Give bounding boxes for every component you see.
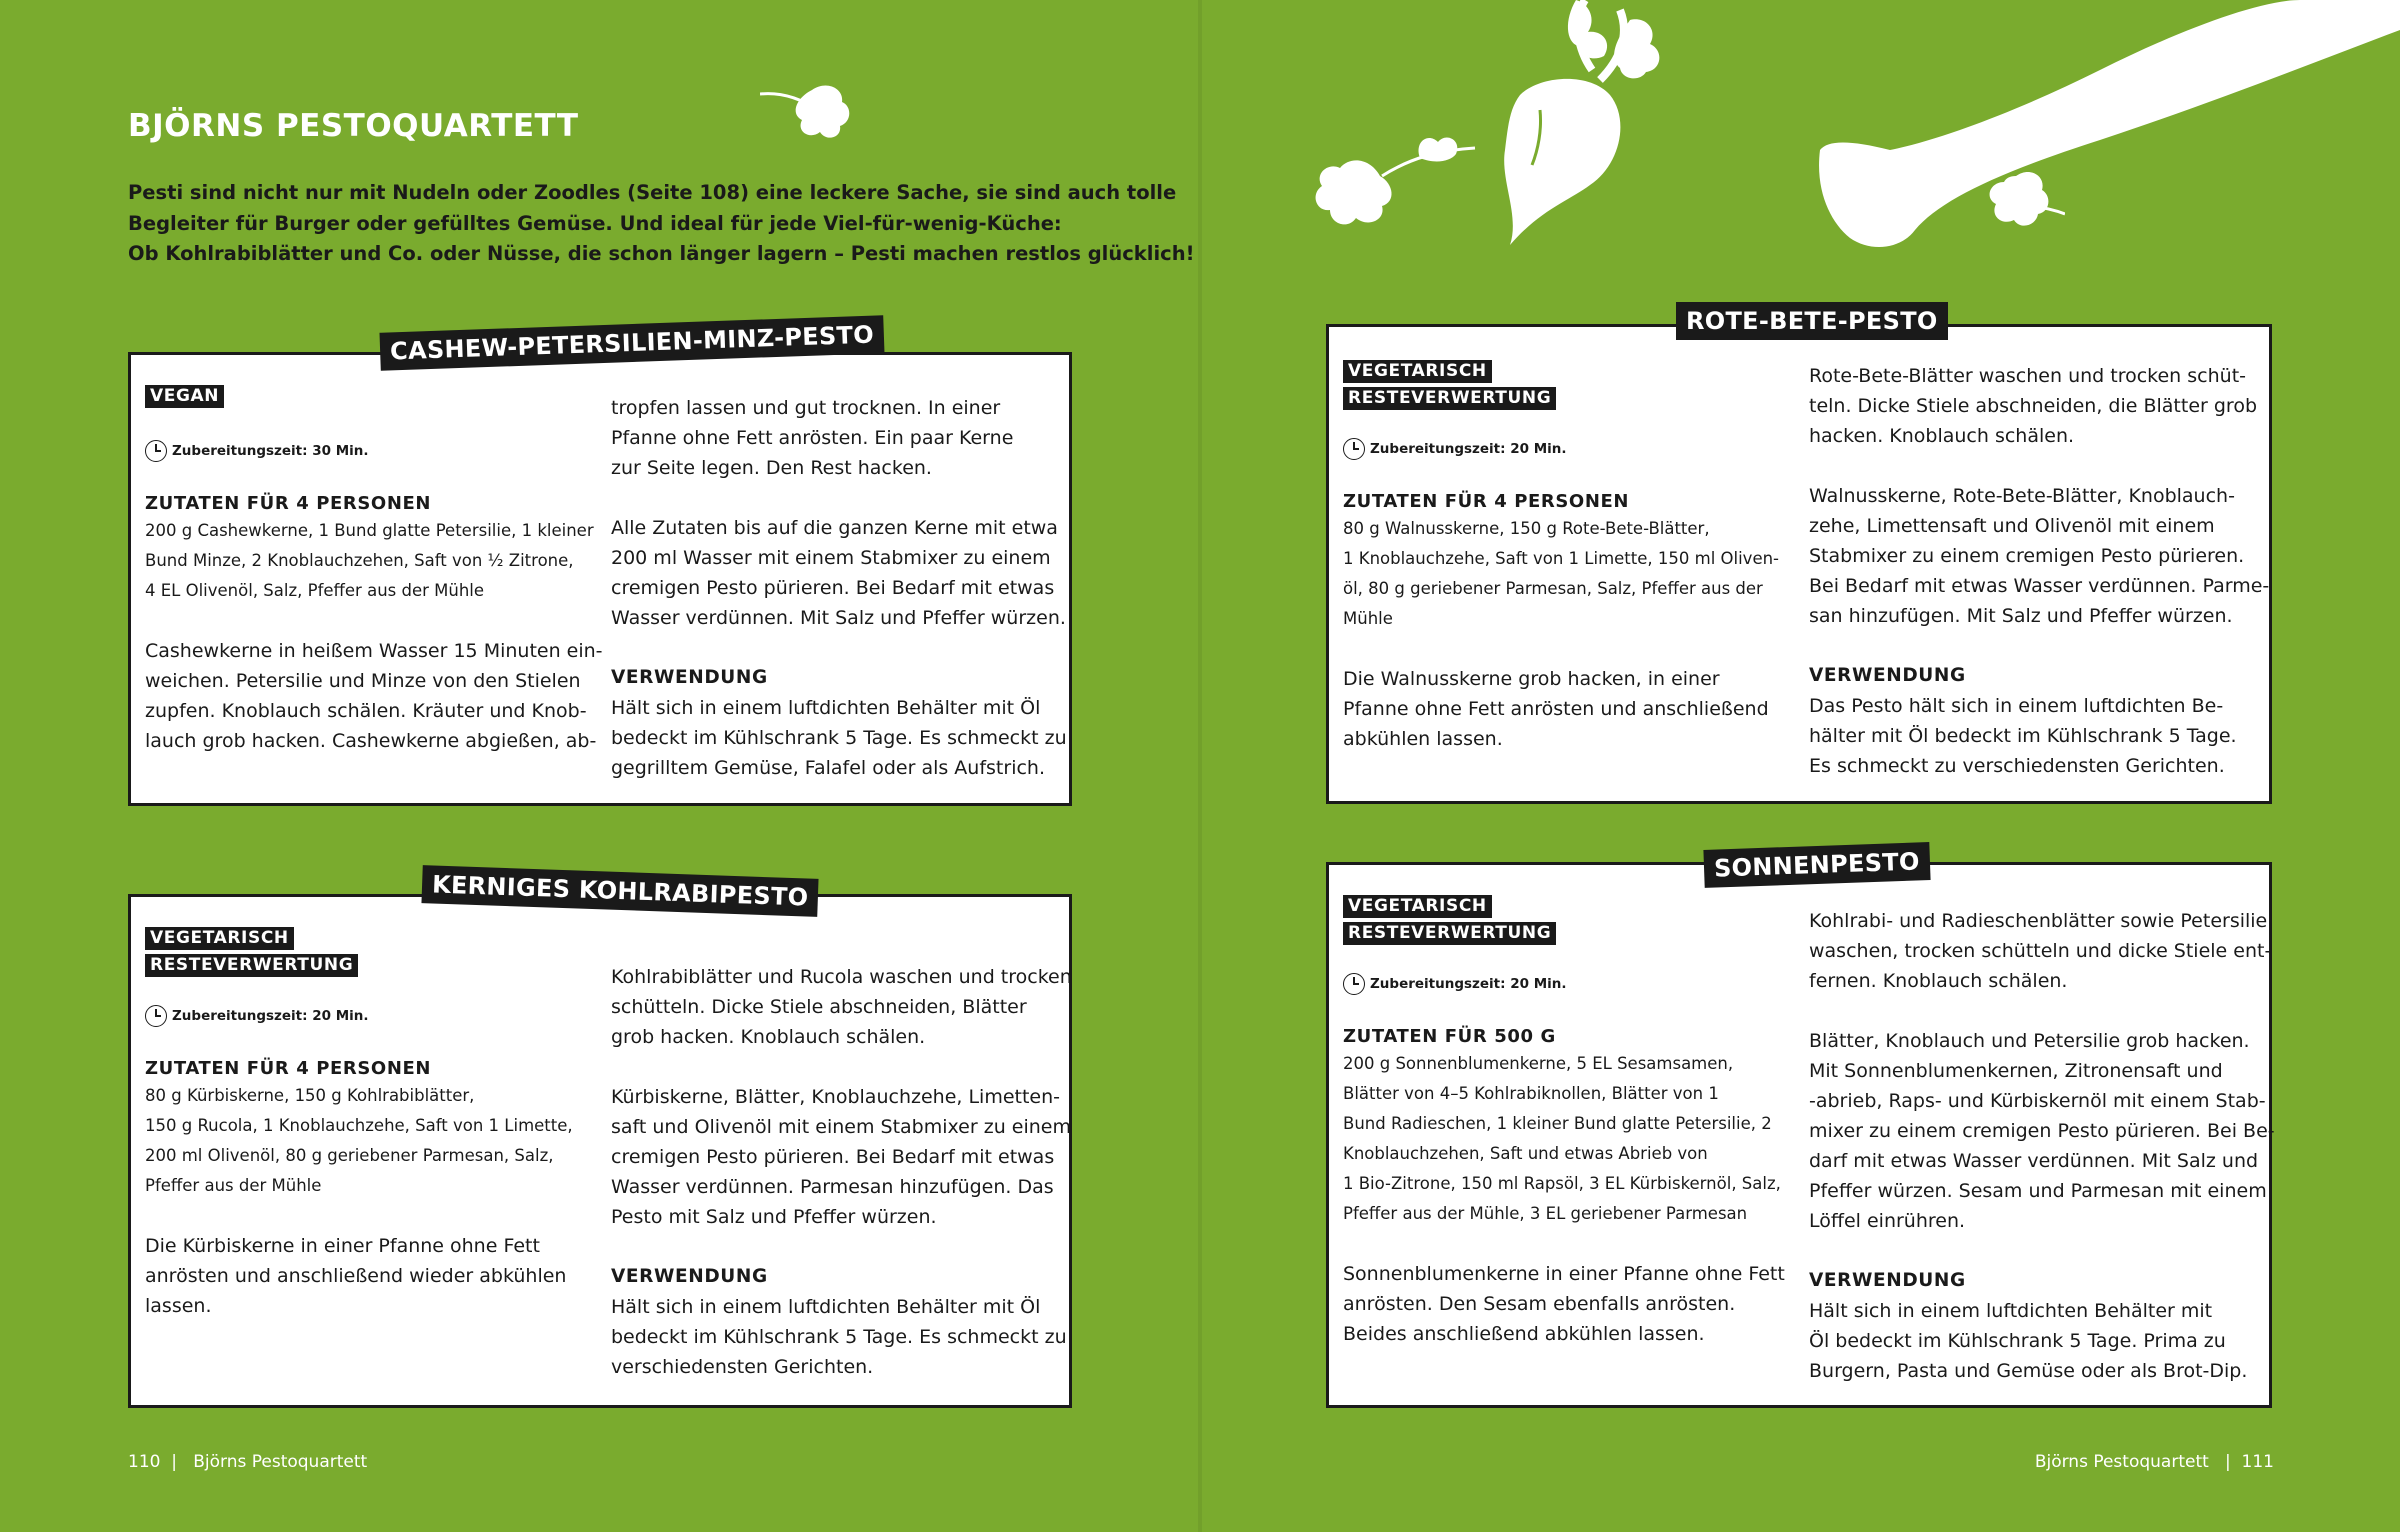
instruction-line: weichen. Petersilie und Minze von den Stielen <box>145 670 581 692</box>
prep-time <box>145 1005 597 1027</box>
instruction-line: saft und Olivenöl mit einem Stabmixer zu einem <box>611 1116 1071 1138</box>
instructions-part-2 <box>1809 481 2270 631</box>
clock-icon <box>1343 973 1365 995</box>
instructions-left <box>1343 1259 1795 1349</box>
ingredients-line: 1 Bio-Zitrone, 150 ml Rapsöl, 3 EL Kürbiskernöl, Salz, <box>1343 1174 1781 1193</box>
instruction-line: teln. Dicke Stiele abschneiden, die Blätter grob <box>1809 395 2258 417</box>
footer-separator: | <box>165 1452 188 1472</box>
recipe-left-column <box>145 897 597 1321</box>
instructions-part-1 <box>611 962 1072 1052</box>
recipe-card-cashew <box>128 352 1072 806</box>
instruction-line: Walnusskerne, Rote-Bete-Blätter, Knoblauch- <box>1809 485 2235 507</box>
instruction-line: cremigen Pesto pürieren. Bei Bedarf mit etwas <box>611 1146 1055 1168</box>
instruction-line: -abrieb, Raps- und Kürbiskernöl mit einem Stab- <box>1809 1090 2266 1112</box>
instructions-left <box>145 1231 597 1321</box>
instruction-line: Pfeffer würzen. Sesam und Parmesan mit einem <box>1809 1180 2267 1202</box>
usage-line: Burgern, Pasta und Gemüse oder als Brot-Dip. <box>1809 1360 2248 1382</box>
clock-icon <box>1343 438 1365 460</box>
instruction-line: Beides anschließend abkühlen lassen. <box>1343 1323 1705 1345</box>
ingredients-line: 200 ml Olivenöl, 80 g geriebener Parmesan, Salz, <box>145 1146 554 1165</box>
footer-right <box>2035 1452 2274 1472</box>
usage-line: verschiedensten Gerichten. <box>611 1356 874 1378</box>
instruction-line: Die Kürbiskerne in einer Pfanne ohne Fett <box>145 1235 540 1257</box>
parsley-sprig-icon <box>1310 128 1480 238</box>
usage-text <box>611 1292 1067 1382</box>
ingredients-line: 200 g Cashewkerne, 1 Bund glatte Petersilie, 1 kleiner <box>145 521 594 540</box>
usage-title: VERWENDUNG <box>1809 665 1966 686</box>
instruction-line: mixer zu einem cremigen Pesto pürieren. Bei Be- <box>1809 1120 2275 1142</box>
recipe-card-rote-bete <box>1326 324 2272 804</box>
ingredients-line: Pfeffer aus der Mühle <box>145 1176 322 1195</box>
instruction-line: hacken. Knoblauch schälen. <box>1809 425 2075 447</box>
ingredients-line: Bund Radieschen, 1 kleiner Bund glatte Petersilie, 2 <box>1343 1114 1772 1133</box>
ingredients-title: ZUTATEN FÜR 4 PERSONEN <box>1343 491 1630 512</box>
tag-leftovers: RESTEVERWERTUNG <box>1343 387 1556 410</box>
instructions-left <box>145 636 603 756</box>
instructions-part-2 <box>1809 1026 2275 1236</box>
instruction-line: Wasser verdünnen. Mit Salz und Pfeffer würzen. <box>611 607 1066 629</box>
instruction-line: schütteln. Dicke Stiele abschneiden, Blätter <box>611 996 1027 1018</box>
usage-text <box>1809 691 2261 781</box>
tag-leftovers: RESTEVERWERTUNG <box>145 954 358 977</box>
running-title: Björns Pestoquartett <box>2034 1452 2209 1472</box>
page-title: BJÖRNS PESTOQUARTETT <box>128 108 579 144</box>
instruction-line: Kürbiskerne, Blätter, Knoblauchzehe, Limetten- <box>611 1086 1061 1108</box>
footer-separator: | <box>2214 1452 2237 1472</box>
ingredients-line: 1 Knoblauchzehe, Saft von 1 Limette, 150 ml Oliven- <box>1343 549 1780 568</box>
usage-line: Das Pesto hält sich in einem luftdichten Be- <box>1809 695 2224 717</box>
recipe-title-kohlrabi: KERNIGES KOHLRABIPESTO <box>421 865 819 917</box>
recipe-card-sonnenpesto <box>1326 862 2275 1408</box>
prep-time-label: Zubereitungszeit: 20 Min. <box>172 1008 369 1024</box>
ingredients-list <box>145 516 597 606</box>
ingredients-line: 80 g Kürbiskerne, 150 g Kohlrabiblätter, <box>145 1086 475 1105</box>
instruction-line: Wasser verdünnen. Parmesan hinzufügen. Das <box>611 1176 1054 1198</box>
instruction-line: zupfen. Knoblauch schälen. Kräuter und Knob- <box>145 700 587 722</box>
usage-line: Hält sich in einem luftdichten Behälter mit Öl <box>611 1296 1041 1318</box>
prep-time <box>145 440 597 462</box>
instruction-line: anrösten und anschließend wieder abkühlen <box>145 1265 567 1287</box>
instructions-part-2 <box>611 513 1066 633</box>
instruction-line: cremigen Pesto pürieren. Bei Bedarf mit etwas <box>611 577 1055 599</box>
ingredients-line: 4 EL Olivenöl, Salz, Pfeffer aus der Mühle <box>145 581 485 600</box>
instruction-line: 200 ml Wasser mit einem Stabmixer zu einem <box>611 547 1051 569</box>
ingredients-line: Mühle <box>1343 609 1393 628</box>
ingredients-line: öl, 80 g geriebener Parmesan, Salz, Pfeffer aus der <box>1343 579 1763 598</box>
tag-leftovers: RESTEVERWERTUNG <box>1343 922 1556 945</box>
beet-icon <box>1480 0 1670 250</box>
usage-line: gegrilltem Gemüse, Falafel oder als Aufstrich. <box>611 757 1046 779</box>
instruction-line: grob hacken. Knoblauch schälen. <box>611 1026 926 1048</box>
page-number: 111 <box>2241 1452 2274 1472</box>
instruction-line: lassen. <box>145 1295 212 1317</box>
recipe-title-sonnenpesto: SONNENPESTO <box>1703 842 1930 888</box>
prep-time <box>1343 438 1795 460</box>
recipe-tags <box>145 927 597 981</box>
intro-line: Begleiter für Burger oder gefülltes Gemüse. Und ideal für jede Viel-für-wenig-Küche: <box>128 211 1062 235</box>
recipe-title-rote-bete: ROTE-BETE-PESTO <box>1676 302 1948 340</box>
clock-icon <box>145 440 167 462</box>
ingredients-line: 150 g Rucola, 1 Knoblauchzehe, Saft von 1 Limette, <box>145 1116 573 1135</box>
instruction-line: Cashewkerne in heißem Wasser 15 Minuten ein- <box>145 640 603 662</box>
usage-line: Hält sich in einem luftdichten Behälter mit Öl <box>611 697 1041 719</box>
recipe-left-column <box>1343 865 1795 1349</box>
instruction-line: Sonnenblumenkerne in einer Pfanne ohne Fett <box>1343 1263 1785 1285</box>
usage-line: hälter mit Öl bedeckt im Kühlschrank 5 Tage. <box>1809 725 2237 747</box>
instruction-line: waschen, trocken schütteln und dicke Stiele ent- <box>1809 940 2272 962</box>
intro-line: Pesti sind nicht nur mit Nudeln oder Zoodles (Seite 108) eine leckere Sache, sie sind auch tolle <box>128 181 1177 204</box>
instruction-line: Löffel einrühren. <box>1809 1210 1966 1232</box>
recipe-tags <box>1343 360 1795 414</box>
ingredients-title: ZUTATEN FÜR 4 PERSONEN <box>145 493 432 514</box>
ingredients-title: ZUTATEN FÜR 4 PERSONEN <box>145 1058 432 1079</box>
page-number: 110 <box>128 1452 161 1472</box>
instruction-line: Blätter, Knoblauch und Petersilie grob hacken. <box>1809 1030 2250 1052</box>
instruction-line: Kohlrabiblätter und Rucola waschen und trocken <box>611 966 1072 988</box>
usage-line: Hält sich in einem luftdichten Behälter mit <box>1809 1300 2213 1322</box>
instruction-line: zehe, Limettensaft und Olivenöl mit einem <box>1809 515 2215 537</box>
instruction-line: Bei Bedarf mit etwas Wasser verdünnen. Parme- <box>1809 575 2270 597</box>
tag-vegetarian: VEGETARISCH <box>1343 360 1492 383</box>
clock-icon <box>145 1005 167 1027</box>
instructions-part-2 <box>611 1082 1071 1232</box>
recipe-right-column <box>1809 361 2270 781</box>
ingredients-list <box>1343 514 1795 634</box>
usage-line: bedeckt im Kühlschrank 5 Tage. Es schmeckt zu <box>611 727 1067 749</box>
prep-time-label: Zubereitungszeit: 20 Min. <box>1370 976 1567 992</box>
instructions-part-1 <box>611 393 1061 483</box>
usage-title: VERWENDUNG <box>611 1266 768 1287</box>
instruction-line: anrösten. Den Sesam ebenfalls anrösten. <box>1343 1293 1736 1315</box>
instructions-part-1 <box>1809 906 2272 996</box>
tag-vegan: VEGAN <box>145 385 224 408</box>
recipe-card-kohlrabi <box>128 894 1072 1408</box>
instruction-line: Pfanne ohne Fett anrösten und anschließend <box>1343 698 1769 720</box>
tag-vegetarian: VEGETARISCH <box>145 927 294 950</box>
usage-text <box>1809 1296 2261 1386</box>
instruction-line: Stabmixer zu einem cremigen Pesto pürieren. <box>1809 545 2245 567</box>
instruction-line: tropfen lassen und gut trocknen. In einer <box>611 397 1001 419</box>
usage-line: Öl bedeckt im Kühlschrank 5 Tage. Prima zu <box>1809 1330 2226 1352</box>
instruction-line: darf mit etwas Wasser verdünnen. Mit Salz und <box>1809 1150 2259 1172</box>
instruction-line: Die Walnusskerne grob hacken, in einer <box>1343 668 1720 690</box>
footer-left <box>128 1452 367 1472</box>
recipe-right-column <box>611 962 1072 1382</box>
ingredients-line: 200 g Sonnenblumenkerne, 5 EL Sesamsamen, <box>1343 1054 1734 1073</box>
usage-line: bedeckt im Kühlschrank 5 Tage. Es schmeckt zu <box>611 1326 1067 1348</box>
instruction-line: abkühlen lassen. <box>1343 728 1503 750</box>
prep-time-label: Zubereitungszeit: 30 Min. <box>172 443 369 459</box>
ingredients-list <box>145 1081 597 1201</box>
page-gutter <box>1198 0 1202 1532</box>
instruction-line: lauch grob hacken. Cashewkerne abgießen, ab- <box>145 730 597 752</box>
ingredients-line: Knoblauchzehen, Saft und etwas Abrieb von <box>1343 1144 1708 1163</box>
recipe-right-column <box>611 393 1067 783</box>
recipe-tags <box>1343 895 1795 949</box>
recipe-right-column <box>1809 906 2275 1386</box>
instruction-line: zur Seite legen. Den Rest hacken. <box>611 457 932 479</box>
instruction-line: Alle Zutaten bis auf die ganzen Kerne mit etwa <box>611 517 1058 539</box>
instruction-line: fernen. Knoblauch schälen. <box>1809 970 2068 992</box>
parsley-leaf-icon <box>760 82 855 142</box>
ingredients-list <box>1343 1049 1795 1229</box>
instruction-line: Rote-Bete-Blätter waschen und trocken schüt- <box>1809 365 2246 387</box>
recipe-left-column <box>1343 327 1795 754</box>
instruction-line: san hinzufügen. Mit Salz und Pfeffer würzen. <box>1809 605 2233 627</box>
recipe-title-cashew: CASHEW-PETERSILIEN-MINZ-PESTO <box>379 315 884 371</box>
tag-vegetarian: VEGETARISCH <box>1343 895 1492 918</box>
instruction-line: Pfanne ohne Fett anrösten. Ein paar Kerne <box>611 427 1014 449</box>
ingredients-line: Bund Minze, 2 Knoblauchzehen, Saft von ½ Zitrone, <box>145 551 574 570</box>
prep-time-label: Zubereitungszeit: 20 Min. <box>1370 441 1567 457</box>
ingredients-line: Blätter von 4–5 Kohlrabiknollen, Blätter von 1 <box>1343 1084 1719 1103</box>
intro-paragraph <box>128 178 1195 270</box>
instruction-line: Mit Sonnenblumenkernen, Zitronensaft und <box>1809 1060 2223 1082</box>
usage-title: VERWENDUNG <box>611 667 768 688</box>
ingredients-line: Pfeffer aus der Mühle, 3 EL geriebener Parmesan <box>1343 1204 1748 1223</box>
instruction-line: Pesto mit Salz und Pfeffer würzen. <box>611 1206 937 1228</box>
running-title: Björns Pestoquartett <box>193 1452 368 1472</box>
recipe-tags <box>145 385 597 412</box>
usage-text <box>611 693 1067 783</box>
ingredients-line: 80 g Walnusskerne, 150 g Rote-Bete-Blätter, <box>1343 519 1710 538</box>
instruction-line: Kohlrabi- und Radieschenblätter sowie Petersilie <box>1809 910 2268 932</box>
instructions-left <box>1343 664 1795 754</box>
usage-title: VERWENDUNG <box>1809 1270 1966 1291</box>
usage-line: Es schmeckt zu verschiedensten Gerichten. <box>1809 755 2225 777</box>
parsley-leaf-icon <box>1980 170 2065 230</box>
ingredients-title: ZUTATEN FÜR 500 G <box>1343 1026 1556 1047</box>
recipe-left-column <box>145 355 603 756</box>
prep-time <box>1343 973 1795 995</box>
intro-line: Ob Kohlrabiblätter und Co. oder Nüsse, die schon länger lagern – Pesti machen restlos glücklich! <box>128 242 1195 265</box>
instructions-part-1 <box>1809 361 2261 451</box>
